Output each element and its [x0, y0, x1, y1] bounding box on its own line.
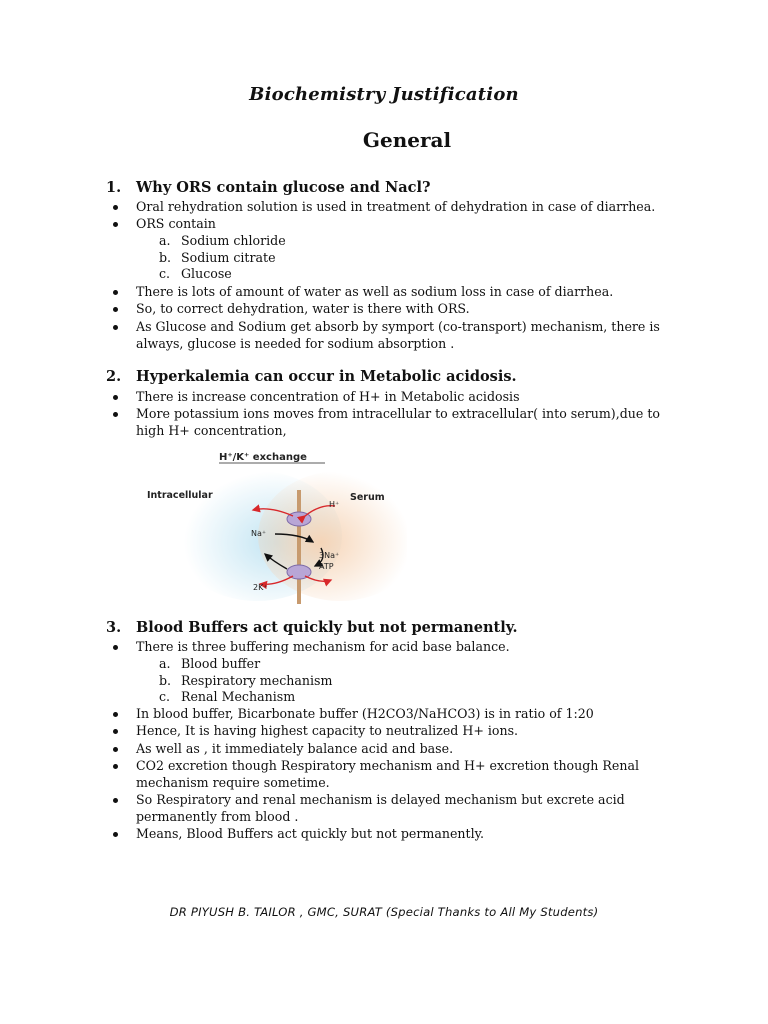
na3-ion-label: 3Na⁺ [319, 551, 340, 560]
bullet-icon [113, 798, 118, 803]
list-item-continuation: high H+ concentration, [136, 423, 287, 438]
k2-ion-label: 2K⁺ [253, 583, 268, 592]
sub-item-letter: a. [159, 656, 171, 671]
sub-item: Glucose [181, 266, 232, 281]
sub-item-letter: b. [159, 250, 172, 265]
list-item: Hence, It is having highest capacity to neutralized H+ ions. [136, 723, 519, 738]
h-ion-label: H⁺ [329, 500, 340, 509]
list-item: There is increase concentration of H+ in Metabolic acidosis [136, 389, 520, 404]
section-3-heading [106, 619, 518, 636]
bullet-icon [113, 395, 118, 400]
list-item: There is lots of amount of water as well as sodium loss in case of diarrhea. [136, 284, 614, 299]
bullet-icon [113, 832, 118, 837]
list-item: In blood buffer, Bicarbonate buffer (H2CO3/NaHCO3) is in ratio of 1:20 [136, 706, 594, 721]
serum-label: Serum [350, 492, 385, 503]
bullet-icon [113, 729, 118, 734]
sub-item: Renal Mechanism [181, 689, 296, 704]
list-item: CO2 excretion though Respiratory mechanism and H+ excretion though Renal [136, 758, 640, 773]
section-1-heading-text: Why ORS contain glucose and Nacl? [136, 179, 431, 196]
bullet-icon [113, 290, 118, 295]
sub-item-letter: c. [159, 266, 171, 281]
na-ion-label: Na⁺ [251, 529, 267, 538]
list-item-continuation: mechanism require sometime. [136, 775, 330, 790]
bullet-icon [113, 764, 118, 769]
bullet-icon [113, 222, 118, 227]
bullet-icon [113, 325, 118, 330]
sub-item: Respiratory mechanism [181, 673, 333, 688]
sub-item-letter: a. [159, 233, 171, 248]
list-item: So, to correct dehydration, water is there with ORS. [136, 301, 470, 316]
list-item: As Glucose and Sodium get absorb by symport (co-transport) mechanism, there is [136, 319, 660, 334]
document-title: Biochemistry Justification [249, 84, 519, 105]
hk-exchange-diagram [135, 444, 407, 604]
list-item: Oral rehydration solution is used in treatment of dehydration in case of diarrhea. [136, 199, 656, 214]
list-item: As well as , it immediately balance acid and base. [136, 741, 454, 756]
list-item: Means, Blood Buffers act quickly but not permanently. [136, 826, 485, 841]
sub-item-letter: c. [159, 689, 171, 704]
list-item-continuation: always, glucose is needed for sodium absorption . [136, 336, 455, 351]
figure-title: H⁺/K⁺ exchange [219, 452, 307, 463]
list-item: There is three buffering mechanism for acid base balance. [136, 639, 510, 654]
sub-item: Sodium citrate [181, 250, 276, 265]
intracellular-label: Intracellular [147, 490, 213, 501]
list-item: More potassium ions moves from intracellular to extracellular( into serum),due to [136, 406, 660, 421]
bullet-icon [113, 307, 118, 312]
section-1-heading [106, 179, 430, 196]
bullet-icon [113, 747, 118, 752]
bullet-icon [113, 412, 118, 417]
bullet-icon [113, 645, 118, 650]
page-footer: DR PIYUSH B. TAILOR , GMC, SURAT (Special Thanks to All My Students) [169, 905, 599, 919]
cell-membrane [297, 490, 301, 604]
bullet-icon [113, 712, 118, 717]
section-2-heading-text: Hyperkalemia can occur in Metabolic acidosis. [136, 368, 517, 385]
section-3-number: 3. [106, 619, 122, 636]
atp-label: ATP [319, 562, 334, 571]
section-1-number: 1. [106, 179, 122, 196]
list-item: ORS contain [136, 216, 216, 231]
list-item: So Respiratory and renal mechanism is delayed mechanism but excrete acid [136, 792, 625, 807]
sub-item: Blood buffer [181, 656, 261, 671]
document-subtitle: General [362, 128, 452, 152]
section-3-heading-text: Blood Buffers act quickly but not permanently. [136, 619, 518, 636]
section-2-number: 2. [106, 368, 122, 385]
sub-item-letter: b. [159, 673, 172, 688]
bullet-icon [113, 205, 118, 210]
sub-item: Sodium chloride [181, 233, 286, 248]
section-2-heading [106, 368, 517, 385]
list-item-continuation: permanently from blood . [136, 809, 299, 824]
